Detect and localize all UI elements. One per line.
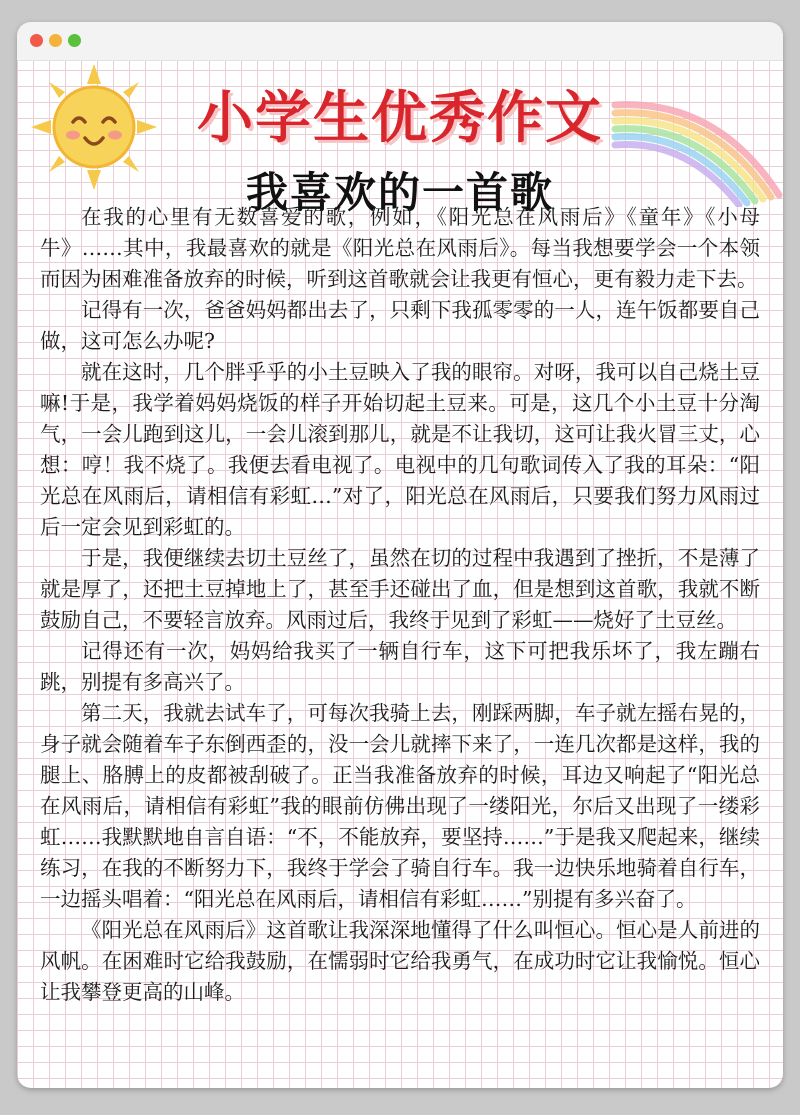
essay-paragraph: 记得有一次，爸爸妈妈都出去了，只剩下我孤零零的一人，连午饭都要自己做，这可怎么办呢? xyxy=(40,298,760,353)
essay-paragraph: 《阳光总在风雨后》这首歌让我深深地懂得了什么叫恒心。恒心是人前进的风帆。在困难时它给我鼓励，在懦弱时它给我勇气，在成功时它让我愉悦。恒心让我攀登更高的山峰。 xyxy=(40,918,760,1004)
minimize-window-icon[interactable] xyxy=(49,34,62,47)
essay-paragraph: 记得还有一次，妈妈给我买了一辆自行车，这下可把我乐坏了，我左蹦右跳，别提有多高兴了。 xyxy=(40,639,760,694)
essay-body xyxy=(40,202,760,1008)
maximize-window-icon[interactable] xyxy=(68,34,81,47)
page-title: 小学生优秀作文 xyxy=(197,85,603,151)
window-titlebar xyxy=(17,22,783,61)
essay-paragraph: 在我的心里有无数喜爱的歌，例如，《阳光总在风雨后》《童年》《小母牛》……其中，我最喜欢的就是《阳光总在风雨后》。每当我想要学会一个本领而因为困难准备放弃的时候，听到这首歌就会让我更有恒心，更有毅力走下去。 xyxy=(40,205,760,291)
essay-title: 我喜欢的一首歌 xyxy=(245,168,554,217)
document-window xyxy=(17,22,783,1088)
essay-paragraph: 就在这时，几个胖乎乎的小土豆映入了我的眼帘。对呀，我可以自己烧土豆嘛!于是，我学着妈妈烧饭的样子开始切起土豆来。可是，这几个小土豆十分淘气，一会儿跑到这儿，一会儿滚到那儿，就是不让我切，这可让我火冒三丈，心想：哼！我不烧了。我便去看电视了。电视中的几句歌词传入了我的耳朵：“阳光总在风雨后，请相信有彩虹…”对了，阳光总在风雨后，只要我们努力风雨过后一定会见到彩虹的。 xyxy=(40,360,760,539)
essay-paragraph: 第二天，我就去试车了，可每次我骑上去，刚踩两脚，车子就左摇右晃的，身子就会随着车子东倒西歪的，没一会儿就摔下来了，一连几次都是这样，我的腿上、胳膊上的皮都被刮破了。正当我准备放弃的时候，耳边又响起了“阳光总在风雨后，请相信有彩虹”我的眼前仿佛出现了一缕阳光，尔后又出现了一缕彩虹……我默默地自言自语：“不，不能放弃，要坚持……”于是我又爬起来，继续练习，在我的不断努力下，我终于学会了骑自行车。我一边快乐地骑着自行车，一边摇头唱着：“阳光总在风雨后，请相信有彩虹……”别提有多兴奋了。 xyxy=(40,701,760,911)
essay-paragraph: 于是，我便继续去切土豆丝了，虽然在切的过程中我遇到了挫折，不是薄了就是厚了，还把土豆掉地上了，甚至手还碰出了血，但是想到这首歌，我就不断鼓励自己，不要轻言放弃。风雨过后，我终于见到了彩虹——烧好了土豆丝。 xyxy=(40,546,760,632)
close-window-icon[interactable] xyxy=(30,34,43,47)
